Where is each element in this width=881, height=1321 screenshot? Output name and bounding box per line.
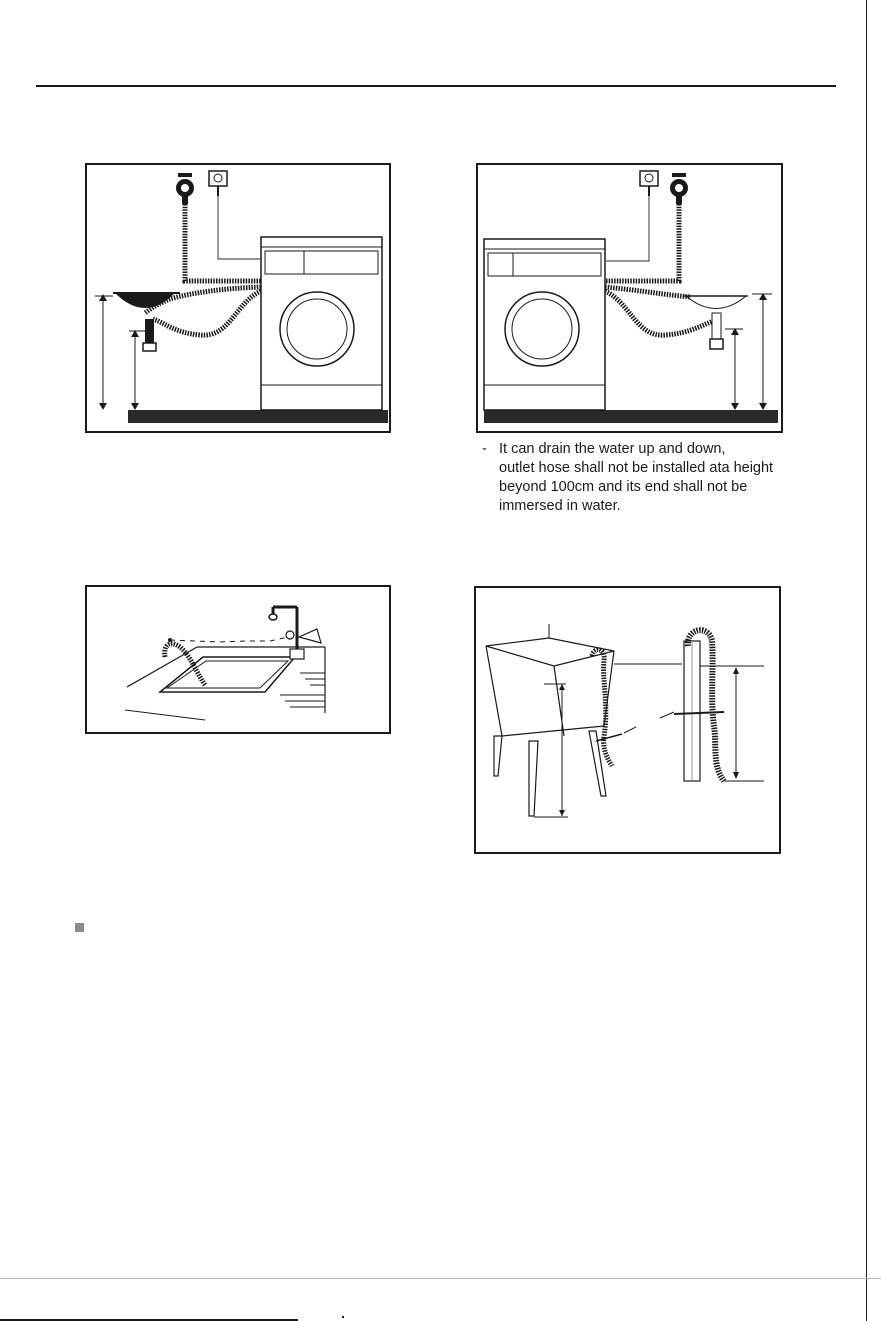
figure-kitchen-sink bbox=[85, 585, 391, 734]
page-edge-line bbox=[866, 0, 867, 1321]
washing-machine-icon bbox=[261, 237, 382, 410]
caption-line-4: immersed in water. bbox=[499, 498, 621, 514]
figure-basin-drain bbox=[476, 163, 783, 433]
standpipe-icon bbox=[684, 641, 700, 781]
caption-dash: - bbox=[482, 441, 487, 457]
power-socket-icon bbox=[640, 171, 658, 196]
faucet-icon bbox=[269, 607, 321, 659]
washing-machine-icon bbox=[484, 239, 605, 410]
footer-rule bbox=[0, 1278, 881, 1279]
caption-line-3: beyond 100cm and its end shall not be bbox=[499, 479, 748, 495]
water-tap-icon bbox=[670, 173, 688, 204]
water-tap-icon bbox=[176, 173, 194, 204]
power-socket-icon bbox=[209, 171, 227, 196]
footer-mark bbox=[342, 1316, 344, 1318]
figure-tub-standpipe bbox=[474, 586, 781, 854]
caption-line-1: It can drain the water up and down, bbox=[499, 441, 726, 457]
header-rule bbox=[36, 85, 836, 87]
laundry-tub-icon bbox=[486, 624, 614, 816]
square-bullet-icon bbox=[75, 923, 84, 932]
caption-line-2: outlet hose shall not be installed ata height bbox=[499, 460, 774, 476]
figure-sink-drain bbox=[85, 163, 391, 433]
